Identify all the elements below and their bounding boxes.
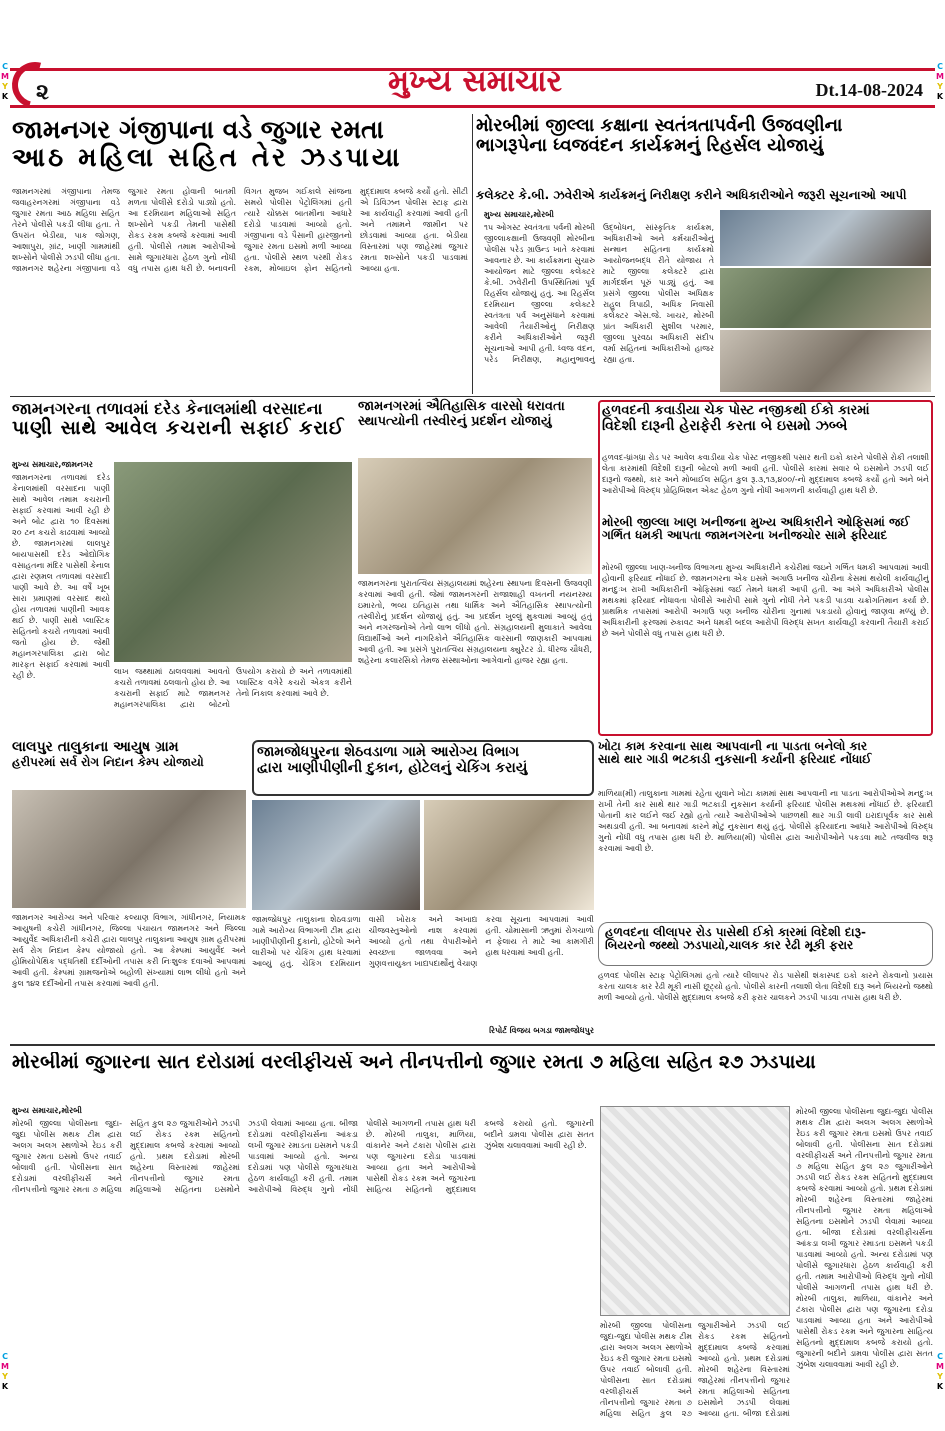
- story-9-headline-line1: લાલપુર તાલુકાના આયુષ ગ્રામ: [12, 739, 179, 755]
- story-11-body-right: મોરબી જીલ્લા પોલીસના જુદા-જુદા પોલીસ મથક ટીમ દ્વારા અલગ અલગ સ્થળોએ રેઇડ કરી જુગાર રમતા ઇસમો ઉપર તવાઈ બોલાવી હતી. પોલીસના સાત દરોડામાં વરલીફીચર્સ અને તીનપત્તીનો જુગાર રમતા ૭ મહિલા સહિત કુલ ૨૭ જુગારીઓને ઝડપી લઈ રોકડ રકમ સહિતનો મુદ્દામાલ કબજે કરવામાં આવ્યો હતો. પ્રથમ દરોડામાં મોરબી શહેરના વિસ્તારમાં જાહેરમાં તીનપત્તીનો જુગાર રમતા મહિલાઓ સહિતના ઇસમોને ઝડપી લેવામાં આવ્યા હતા. બીજા દરોડામાં વરલીફીચર્સના આંકડા લખી જુગાર રમાડતા ઇસમને પકડી પાડવામાં આવ્યો હતો. અન્ય દરોડામાં પણ પોલીસે જુગારધારા હેઠળ કાર્યવાહી કરી હતી. તમામ આરોપીઓ વિરુદ્ધ ગુનો નોંધી પોલીસે આગળની તપાસ હાથ ધરી છે. મોરબી તાલુકા, માળિયા, વાંકાનેર અને ટંકારા પોલીસ દ્વારા પણ જુગારના દરોડા પાડવામાં આવ્યા હતા અને આરોપીઓ પાસેથી રોકડ રકમ અને જુગારના સાહિત્ય સહિતનો મુદ્દામાલ કબજે કરાયો હતો. જુગારની બદીને ડામવા પોલીસ દ્વારા સતત ઝુંબેશ ચલાવવામાં આવી રહી છે.: [796, 1107, 933, 1369]
- story-10-photo-inspection-2: [424, 800, 594, 910]
- story-11-body-continued: મોરબી જીલ્લા પોલીસના જુદા-જુદા પોલીસ મથક ટીમ દ્વારા અલગ અલગ સ્થળોએ રેઇડ કરી જુગાર રમતા ઇસમો ઉપર તવાઈ બોલાવી હતી. પોલીસના સાત દરોડામાં વરલીફીચર્સ અને તીનપત્તીનો જુગાર રમતા ૭ મહિલા સહિત કુલ ૨૭ જુગારીઓને ઝડપી લઈ રોકડ રકમ સહિતનો મુદ્દામાલ કબજે કરવામાં આવ્યો હતો. પ્રથમ દરોડામાં મોરબી શહેરના વિસ્તારમાં જાહેરમાં તીનપત્તીનો જુગાર રમતા મહિલાઓ સહિતના ઇસમોને ઝડપી લેવામાં આવ્યા હતા. બીજા દરોડામાં: [600, 1321, 790, 1418]
- story-3-headline-line1: જામનગરના તળાવમાં દરેડ કેનાલમાંથી વરસાદના: [12, 399, 323, 418]
- page-number: ૨: [36, 80, 49, 105]
- reg-mark-k: K: [1, 1382, 9, 1391]
- reg-mark-c: C: [937, 62, 943, 71]
- story-2-photo-vehicles: [720, 210, 931, 266]
- story-11-headline: મોરબીમાં જુગારના સાત દરોડામાં વરલીફીચર્સ અને તીનપત્તીનો જુગાર રમતા ૭ મહિલા સહિત ૨૭ ઝડપાયા: [12, 1052, 816, 1073]
- reg-mark-y: Y: [2, 1372, 8, 1381]
- registration-marks-top-right: [935, 62, 945, 102]
- story-3-body: જામનગરના તળાવમાં દરેડ કેનાલમાંથી વરસાદના પાણી સાથે આવેલ તમામ કચરાની સફાઈ કરવામાં આવી રહી છે અને બોટ દ્વારા ૧૦ દિવસમાં ૨૦ ટન કચરો કાઢવામાં આવ્યો છે. જામનગરમાં લાલપુર બાયપાસથી દરેડ ઓદ્યોગિક વસાહતના મંદિર પાસેથી કેનાલ દ્વારા રણમલ તળાવમાં વરસાદી પાણી આવે છે. આ વર્ષે ખૂબ સારા પ્રમાણમાં વરસાદ થયો હોય તળાવમાં પાણીની આવક થઈ છે. પાણી સાથે પ્લાસ્ટિક સહિતનો કચરો તળાવમાં આવી જતો હોય છે. જેથી મહાનગરપાલિકા દ્વારા બોટ મારફત સફાઈ કરવામાં આવી રહી છે.: [12, 473, 110, 680]
- reg-mark-k: K: [936, 1382, 944, 1391]
- story-5-headline-line2: વિદેશી દારૂની હેરાફેરી કરતા બે ઇસમો ઝબ્બે: [602, 417, 848, 434]
- story-8-headline: [598, 922, 933, 966]
- story-3-headline: [12, 400, 352, 456]
- story-10-body: જામજોધપુર તાલુકાના શેઠવડાળા ગામે આરોગ્ય વિભાગની ટીમ દ્વારા ખાણીપીણીની દુકાનો, હોટેલો અને લારીઓ પર ચેકિંગ હાથ ધરવામાં આવ્યું હતું. ચેકિંગ દરમિયાન વાસી ખોરાક અને અખાદ્ય ચીજવસ્તુઓનો નાશ કરવામાં આવ્યો હતો તથા વેપારીઓને સ્વચ્છતા જાળવવા અને ગુણવત્તાયુક્ત ખાદ્યપદાર્થોનું વેચાણ કરવા સૂચના આપવામાં આવી હતી. ચોમાસાની ઋતુમાં રોગચાળો ન ફેલાય તે માટે આ કામગીરી હાથ ધરવામાં આવી હતી.: [252, 915, 594, 968]
- story-8-headline-line2: બિયરનો જથ્થો ઝડપાયો,ચાલક કાર રેઢી મૂકી ફરાર: [605, 938, 854, 953]
- reg-mark-c: C: [2, 62, 8, 71]
- story-5-headline: [602, 404, 929, 450]
- story-1-headline-line2: આઠ મહિલા સહિત તેર ઝડપાયા: [12, 143, 403, 173]
- row-divider-bottom: [10, 1044, 935, 1046]
- story-7-headline-line1: ખોટા કામ કરવાના સાથ આપવાની ના પાડતા બનેલો કાર: [598, 739, 868, 753]
- registration-marks-top: [0, 62, 10, 102]
- story-5-body: હળવદ-ધ્રાંગધ્રા રોડ પર આવેલ કવાડીયા ચેક પોસ્ટ નજીકથી પસાર થતી ઇકો કારને પોલીસે રોકી તલાશી લેતા કારમાંથી વિદેશી દારૂની બોટલો મળી આવી હતી. પોલીસે કારમાં સવાર બે ઇસમોને ઝડપી લઈ દારૂનો જથ્થો, કાર અને મોબાઈલ સહિત કુલ રૂ.૩,૧૩,૪૦૦/-નો મુદ્દામાલ કબજે કર્યો હતો અને બંને આરોપીઓ વિરુદ્ધ પ્રોહિબિશન એક્ટ હેઠળ ગુનો નોંધી આગળની કાર્યવાહી હાથ ધરી છે.: [602, 453, 929, 495]
- story-3-caption: લાખ જથ્થામાં ઠાલવવામાં આવતો કચરો તળાવમાં ઠલવાતો હોય છે. આ કચરાની સફાઈ માટે જામનગર મહાનગરપાલિકા દ્વારા બોટનો ઉપયોગ કરાયો છે અને તળાવમાંથી પ્લાસ્ટિક વગેરે કચરો એકત્ર કરીને તેનો નિકાલ કરવામાં આવે છે.: [114, 667, 352, 709]
- story-5-headline-line1: હળવદની કવાડીયા ચેક પોસ્ટ નજીકથી ઈકો કારમાં: [602, 403, 870, 418]
- reg-mark-m: M: [1, 72, 9, 81]
- reg-mark-m: M: [936, 72, 944, 81]
- story-2-byline: મુખ્ય સમાચાર,મોરબી: [484, 210, 554, 219]
- issue-date: Dt.14-08-2024: [815, 80, 923, 100]
- story-1-headline: [12, 116, 468, 184]
- story-4-headline-line2: સ્થાપત્યોની તસ્વીરનું પ્રદર્શન યોજાયું: [358, 413, 552, 429]
- reg-mark-y: Y: [937, 82, 943, 91]
- story-11-body: મોરબી જીલ્લા પોલીસના જુદા-જુદા પોલીસ મથક ટીમ દ્વારા અલગ અલગ સ્થળોએ રેઇડ કરી જુગાર રમતા ઇસમો ઉપર તવાઈ બોલાવી હતી. પોલીસના સાત દરોડામાં વરલીફીચર્સ અને તીનપત્તીનો જુગાર રમતા ૭ મહિલા સહિત કુલ ૨૭ જુગારીઓને ઝડપી લઈ રોકડ રકમ સહિતનો મુદ્દામાલ કબજે કરવામાં આવ્યો હતો. પ્રથમ દરોડામાં મોરબી શહેરના વિસ્તારમાં જાહેરમાં તીનપત્તીનો જુગાર રમતા મહિલાઓ સહિતના ઇસમોને ઝડપી લેવામાં આવ્યા હતા. બીજા દરોડામાં વરલીફીચર્સના આંકડા લખી જુગાર રમાડતા ઇસમને પકડી પાડવામાં આવ્યો હતો. અન્ય દરોડામાં પણ પોલીસે જુગારધારા હેઠળ કાર્યવાહી કરી હતી. તમામ આરોપીઓ વિરુદ્ધ ગુનો નોંધી પોલીસે આગળની તપાસ હાથ ધરી છે. મોરબી તાલુકા, માળિયા, વાંકાનેર અને ટંકારા પોલીસ દ્વારા પણ જુગારના દરોડા પાડવામાં આવ્યા હતા અને આરોપીઓ પાસેથી રોકડ રકમ અને જુગારના સાહિત્ય સહિતનો મુદ્દામાલ કબજે કરાયો હતો. જુગારની બદીને ડામવા પોલીસ દ્વારા સતત ઝુંબેશ ચલાવવામાં આવી રહી છે.: [12, 1119, 594, 1194]
- story-2-body: ૧૫ ઓગસ્ટ સ્વતંત્રતા પર્વની મોરબી જીલ્લાકક્ષાની ઉજવણી મોરબીના પોલીસ પરેડ ગ્રાઉન્ડ ખાતે કરવામાં આવનાર છે. આ કાર્યક્રમના સુચારુ આયોજન માટે જીલ્લા કલેક્ટર કે.બી. ઝવેરીની ઉપસ્થિતિમાં પૂર્વ રિહર્સલ યોજાયું હતું. આ રિહર્સલ દરમિયાન જીલ્લા કલેક્ટરે સ્વતંત્રતા પર્વ અનુસંધાને કરવામાં આવેલી તૈયારીઓનું નિરીક્ષણ કરીને અધિકારીઓને જરૂરી સૂચનાઓ આપી હતી. ધ્વજ વંદન, પરેડ નિરીક્ષણ, મહાનુભાવનું ઉદ્બોધન, સાંસ્કૃતિક કાર્યક્રમ, અધિકારીઓ અને કર્મચારીઓનું સન્માન સહિતના કાર્યક્રમો આયોજનબદ્ધ રીતે યોજાય તે માટે જીલ્લા કલેક્ટરે દ્વારા માર્ગદર્શન પૂરું પાડ્યું હતું. આ પ્રસંગે જીલ્લા પોલીસ અધિક્ષક રાહુલ ત્રિપાઠી, અધિક નિવાસી કલેક્ટર એસ.જે. ખાચર, મોરબી પ્રાંત અધિકારી સુશીલ પરમાર, જીલ્લા પુરવઠા અધિકારી સંદીપ વર્મા સહિતનાં અધિકારીઓ હાજર રહ્યા હતા.: [484, 223, 714, 364]
- reg-mark-y: Y: [2, 82, 8, 91]
- story-2-subhead: કલેક્ટર કે.બી. ઝવેરીએ કાર્યક્રમનું નિરીક્ષણ કરીને અધિકારીઓને જરૂરી સૂચનાઓ આપી: [476, 188, 907, 202]
- story-9-headline-line2: હરીપરમાં સર્વ રોગ નિદાન કેમ્પ યોજાયો: [12, 754, 204, 769]
- story-6-headline-line1: મોરબી જીલ્લા ખાણ ખનીજના મુખ્ય અધિકારીને ઓફિસમાં જઈ: [602, 515, 910, 529]
- story-2-photo-officials: [720, 330, 931, 392]
- column-divider: [472, 114, 473, 394]
- story-4-headline: [358, 400, 592, 456]
- story-2-photo-parade: [720, 268, 931, 328]
- reg-mark-c: C: [2, 1352, 8, 1361]
- story-1-body: જામનગરમાં ગંજીપાના તેમજ જવાહરનગરમાં ગંજીપાના વડે જુગાર રમતા આઠ મહિલા સહિત તેરને પોલીસે પકડી લીધા હતા. તે ઉપરાંત બેડીયા, પાક જોગણ, આશાપુરા, ગ્રાંટ, ખાણી ગામમાંથી શખ્સોને પોલીસે ઝડપી લીધા હતા. જામનગર શહેરના ગંજીપાના વડે જુગાર રમતા હોવાની બાતમી મળતા પોલીસે દરોડો પાડ્યો હતો. આ દરમિયાન મહિલાઓ સહિત શખ્સોને પકડી તેમની પાસેથી રોકડ રકમ કબજે કરવામાં આવી હતી. પોલીસે તમામ આરોપીઓ સામે જુગારધારા હેઠળ ગુનો નોંધી વધુ તપાસ હાથ ધરી છે. બનાવની વિગત મુજબ ગઈકાલે સાંજના સમયે પોલીસ પેટ્રોલિંગમાં હતી ત્યારે ચોક્કસ બાતમીના આધારે દરોડો પાડવામાં આવ્યો હતો. ગંજીપાના વડે પૈસાની હારજીતનો જુગાર રમતા ઇસમો મળી આવ્યા હતા. પોલીસે સ્થળ પરથી રોકડ રકમ, મોબાઇલ ફોન સહિતનો મુદ્દામાલ કબજે કર્યો હતો. સીટી એ ડિવિઝન પોલીસ સ્ટાફ દ્વારા આ કાર્યવાહી કરવામાં આવી હતી અને તમામને જામીન પર છોડવામાં આવ્યા હતા. બેડીયા વિસ્તારમાં પણ જાહેરમાં જુગાર રમતા શખ્સોને પકડી પાડવામાં આવ્યા હતા.: [12, 187, 468, 273]
- story-10-headline: [252, 740, 594, 796]
- story-11-byline: મુખ્ય સમાચાર,મોરબી: [12, 1106, 82, 1115]
- story-3-photo-lake-cleanup: [114, 462, 352, 662]
- story-2-headline-line1: મોરબીમાં જીલ્લા કક્ષાના સ્વતંત્રતાપર્વની ઉજવણીના: [476, 115, 843, 136]
- story-7-body: માળિયા(મી) તાલુકાના ગામમાં રહેતા યુવાને ખોટા કામમાં સાથ આપવાની ના પાડતા આરોપીઓએ મનદુઃખ રાખી તેની કાર સાથે થાર ગાડી ભટકાડી નુકસાન કર્યાની ફરિયાદ પોલીસ મથકમાં નોંધાઈ છે. ફરિયાદી પોતાની કાર લઈને જઈ રહ્યો હતો ત્યારે આરોપીઓએ પાછળથી થાર ગાડી લાવી ઇરાદાપૂર્વક કાર સાથે અથડાવી હતી. આ બનાવમાં કારને મોટું નુકસાન થયું હતું. પોલીસે ફરિયાદના આધારે આરોપીઓ વિરુદ્ધ ગુનો નોંધી વધુ તપાસ હાથ ધરી છે. માળિયા(મી) પોલીસ દ્વારા આરોપીઓને પકડવા માટે તજવીજ શરૂ કરવામાં આવી છે.: [598, 789, 933, 853]
- story-10-headline-line1: જામજોધપુરના શેઠવડાળા ગામે આરોગ્ય વિભાગ: [257, 744, 520, 760]
- section-title: મુખ્ય સમાચાર: [387, 64, 563, 99]
- story-2-headline: [476, 116, 931, 188]
- story-10-headline-line2: દ્વારા ખાણીપીણીની દુકાન, હોટેલનું ચેકિંગ કરાયું: [257, 759, 528, 776]
- story-7-headline: [598, 740, 933, 786]
- reg-mark-m: M: [936, 1362, 944, 1371]
- story-8-body: હળવદ પોલીસ સ્ટાફ પેટ્રોલિંગમાં હતો ત્યારે લીલાપર રોડ પાસેથી શંકાસ્પદ ઇકો કારને રોકવાનો પ્રયાસ કરતા ચાલક કાર રેઢી મૂકી નાસી છૂટ્યો હતો. પોલીસે કારની તલાશી લેતા વિદેશી દારૂ અને બિયરનો જથ્થો મળી આવ્યો હતો. પોલીસે મુદ્દામાલ કબજે કરી ફરાર ચાલકને ઝડપી પાડવા તપાસ હાથ ધરી છે.: [598, 971, 933, 1002]
- story-9-headline: [12, 740, 246, 786]
- story-10-byline: રિપોર્ટ વિજય બગડા જામજોધપુર: [489, 1026, 594, 1035]
- registration-marks-bottom: [0, 1352, 10, 1392]
- story-10-photo-inspection-1: [252, 800, 420, 910]
- row-divider: [10, 396, 935, 397]
- story-4-photo-exhibition: [358, 458, 592, 574]
- story-11-gambling-illustration: [600, 1106, 790, 1316]
- story-7-headline-line2: સાથે થાર ગાડી ભટકાડી નુકસાની કર્યાની ફરિયાદ નોંધાઈ: [598, 752, 872, 767]
- story-2-headline-line2: ભાગરૂપેના ધ્વજવંદન કાર્યક્રમનું રિહર્સલ યોજાયું: [476, 135, 824, 157]
- reg-mark-m: M: [1, 1362, 9, 1371]
- reg-mark-k: K: [1, 92, 9, 101]
- reg-mark-k: K: [936, 92, 944, 101]
- story-9-photo-camp: [12, 790, 246, 908]
- story-8-headline-line1: હળવદના લીલાપર રોડ પાસેથી ઈકો કારમાં વિદેશી દારૂ-: [605, 925, 866, 939]
- reg-mark-c: C: [937, 1352, 943, 1361]
- story-6-body: મોરબી જીલ્લા ખાણ-ખનીજ વિભાગના મુખ્ય અધિકારીને કચેરીમાં જઇને ગર્ભિત ધમકી આપવામાં આવી હોવાની ફરિયાદ નોંધાઈ છે. જામનગરના એક ઇસમે અગાઉ ખનીજ ચોરીના કેસમાં થયેલી કાર્યવાહીનું મનદુઃખ રાખી અધિકારીની ઓફિસમાં જઈ તેમને ધમકી આપી હતી. આ અંગે અધિકારીએ પોલીસ મથકમાં ફરિયાદ નોંધાવતા પોલીસે આરોપી સામે ગુનો નોંધી તેને પકડી પાડવા ચક્રોગતિમાન કર્યા છે. પ્રાથમિક તપાસમાં આરોપી અગાઉ પણ ખનીજ ચોરીના ગુનામાં પકડાયો હોવાનું જાણવા મળ્યું છે. અધિકારીની ફરજમાં રુકાવટ અને ધમકી બદલ આરોપી વિરુદ્ધ સખત કાર્યવાહી કરવાની તૈયારી કરાઈ છે અને પોલીસે વધુ તપાસ હાથ ધરી છે.: [602, 563, 929, 638]
- story-4-body: જામનગરના પુરાતત્વિય સંગ્રહાલયમાં શહેરના સ્થાપના દિવસની ઉજવણી કરવામાં આવી હતી. જેમાં જામનગરની રાજાશાહી વખતની નયનરમ્ય ઇમારતો, ભવ્ય ઇતિહાસ તથા ધાર્મિક અને ઐતિહાસિક સ્થાપત્યોની તસ્વીરોનું પ્રદર્શન યોજાયું હતું. આ પ્રદર્શન ખુલ્લું મુકવામાં આવ્યું હતું અને નગરજનોએ તેનો લાભ લીધો હતો. સંગ્રહાલયની મુલાકાતે આવેલા વિદ્યાર્થીઓ અને નાગરિકોને ઐતિહાસિક વારસાની જાણકારી આપવામાં આવી હતી. આ પ્રસંગે પુરાતત્વિય સંગ્રહાલયના ક્યુરેટર ડો. ધીરજ ચૌધરી, શહેરના કલારસિકો તેમજ સંસ્થાઓના આગેવાનો હાજર રહ્યા હતા.: [358, 579, 592, 665]
- story-3-byline: મુખ્ય સમાચાર,જામનગર: [12, 460, 93, 469]
- story-4-headline-line1: જામનગરમાં ઐતિહાસિક વારસો ધરાવતા: [358, 399, 565, 414]
- reg-mark-y: Y: [937, 1372, 943, 1381]
- story-3-headline-line2: પાણી સાથે આવેલ કચરાની સફાઈ કરાઈ: [12, 416, 345, 439]
- story-6-headline: [602, 516, 929, 560]
- story-1-headline-line1: જામનગર ગંજીપાના વડે જુગાર રમતા: [12, 115, 384, 144]
- story-6-headline-line2: ગર્ભિત ધમકી આપતા જામનગરના ખનીજચોર સામે ફરિયાદ: [602, 528, 888, 543]
- registration-marks-bottom-right: [935, 1352, 945, 1392]
- story-9-body: જામનગર આરોગ્ય અને પરિવાર કલ્યાણ વિભાગ, ગાંધીનગર, નિયામક આયુષની કચેરી ગાંધીનગર, જિલ્લા પંચાયત જામનગર અને જિલ્લા આયુર્વેદ અધિકારીની કચેરી દ્વારા લાલપુર તાલુકાના આયુષ ગ્રામ હરીપરમાં સર્વ રોગ નિદાન કેમ્પ યોજાયો હતો. આ કેમ્પમાં આયુર્વેદ અને હોમિયોપેથિક પદ્ધતિથી દર્દીઓની તપાસ કરી નિઃશુલ્ક દવાઓ આપવામાં આવી હતી. કેમ્પમાં ગ્રામજનોએ બહોળી સંખ્યામાં લાભ લીધો હતો અને કુલ ૧૪૨ દર્દીઓની તપાસ કરવામાં આવી હતી.: [12, 913, 246, 988]
